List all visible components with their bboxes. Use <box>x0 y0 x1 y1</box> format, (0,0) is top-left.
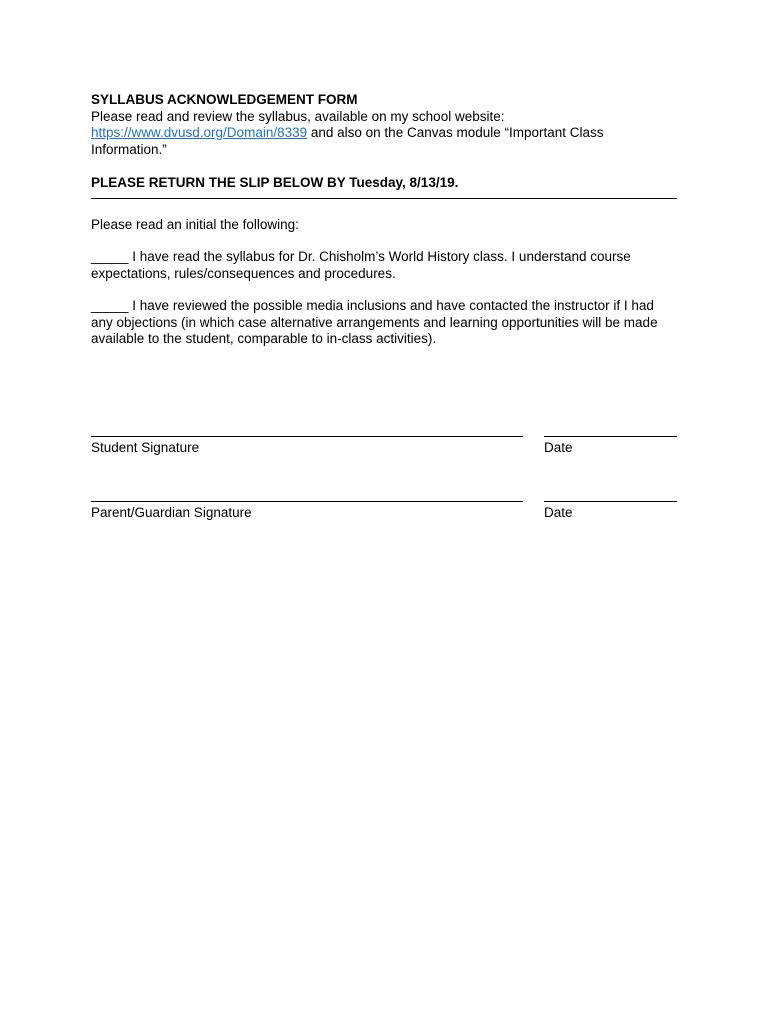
acknowledgement-item-2: _____ I have reviewed the possible media inclusions and have contacted the instructor if I had any objections (in which case alternative arrangements and learning opportunities will be made available to the student, comparable to in-class activities). <box>91 298 658 346</box>
student-signature-field[interactable] <box>91 422 523 457</box>
cut-line-divider <box>91 198 677 199</box>
return-notice: PLEASE RETURN THE SLIP BELOW BY Tuesday, 8/13/19. <box>91 175 459 190</box>
parent-signature-line <box>91 501 523 502</box>
after-link-text: and also on the Canvas module “Important Class Information.” <box>91 125 604 157</box>
student-signature-label: Student Signature <box>91 440 200 455</box>
acknowledgement-item-1: _____ I have read the syllabus for Dr. Chisholm’s World History class. I understand course expectations, rules/consequences and procedures. <box>91 249 631 281</box>
student-date-line <box>544 436 677 437</box>
syllabus-link[interactable]: https://www.dvusd.org/Domain/8339 <box>91 125 308 140</box>
parent-signature-field[interactable] <box>91 487 523 522</box>
student-signature-line <box>91 436 523 437</box>
intro-text: Please read and review the syllabus, available on my school website: <box>91 108 505 124</box>
parent-signature-label: Parent/Guardian Signature <box>91 505 252 520</box>
student-date-field[interactable] <box>544 422 677 457</box>
initial-prompt: Please read an initial the following: <box>91 216 299 232</box>
parent-date-field[interactable] <box>544 487 677 522</box>
parent-date-line <box>544 501 677 502</box>
student-date-label: Date <box>544 440 573 455</box>
parent-date-label: Date <box>544 505 573 520</box>
form-body <box>91 92 677 348</box>
intro-paragraph <box>91 109 677 159</box>
form-title: SYLLABUS ACKNOWLEDGEMENT FORM <box>91 92 358 107</box>
